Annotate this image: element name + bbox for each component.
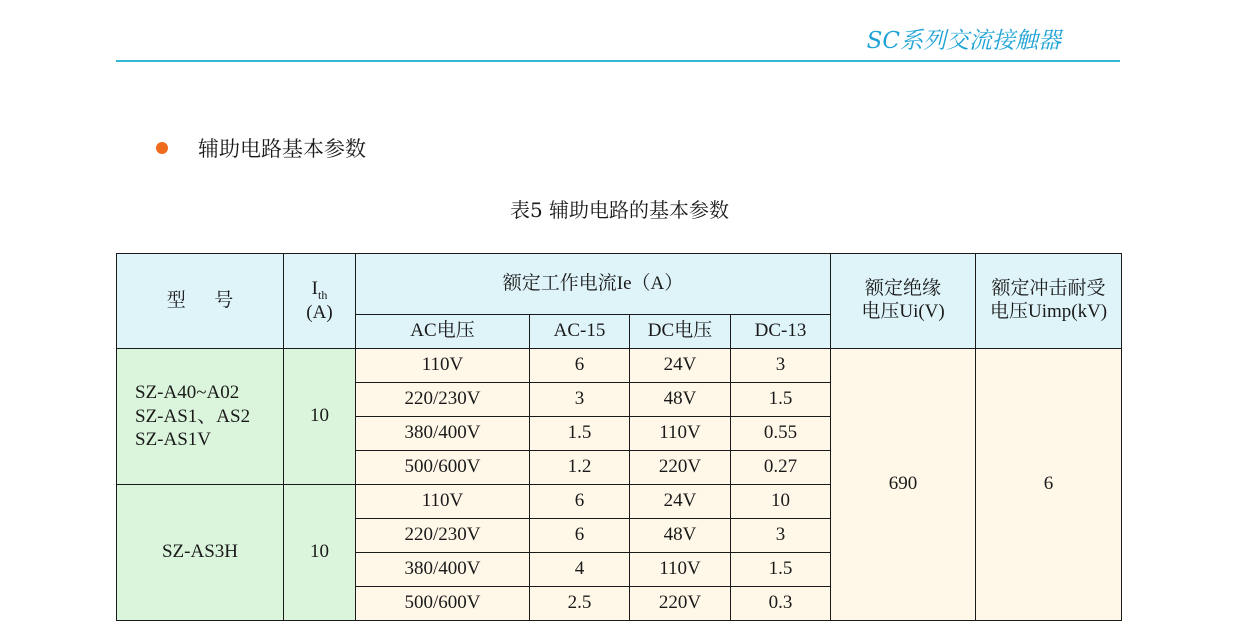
dc-voltage-cell: 48V bbox=[630, 519, 731, 553]
header-uimp bbox=[976, 254, 1122, 349]
dc-voltage-cell: 220V bbox=[630, 451, 731, 485]
model-cell: SZ-AS3H bbox=[117, 485, 284, 621]
ac-voltage-cell: 220/230V bbox=[356, 383, 530, 417]
dc13-cell: 10 bbox=[731, 485, 831, 519]
header-ith-sub: th bbox=[317, 287, 328, 302]
ui-value-cell: 690 bbox=[831, 349, 976, 621]
header-ac15: AC-15 bbox=[530, 315, 630, 349]
header-rated-current: 额定工作电流Ie（A） bbox=[356, 254, 831, 315]
table-row bbox=[117, 349, 1122, 383]
header-title: SC系列交流接触器 bbox=[866, 28, 1061, 54]
dc13-cell: 0.3 bbox=[731, 587, 831, 621]
ac15-cell: 1.2 bbox=[530, 451, 630, 485]
header-ith bbox=[284, 254, 356, 349]
dc13-cell: 0.55 bbox=[731, 417, 831, 451]
header-model-char1: 型 bbox=[166, 289, 186, 311]
ac15-cell: 3 bbox=[530, 383, 630, 417]
header-dc13: DC-13 bbox=[731, 315, 831, 349]
ac15-cell: 1.5 bbox=[530, 417, 630, 451]
dc-voltage-cell: 24V bbox=[630, 349, 731, 383]
header-uimp-line1: 额定冲击耐受 bbox=[991, 278, 1106, 300]
section-title: 辅助电路基本参数 bbox=[198, 137, 366, 161]
dc13-cell: 3 bbox=[731, 519, 831, 553]
model-line: SZ-AS1、AS2 bbox=[135, 405, 251, 427]
ac-voltage-cell: 380/400V bbox=[356, 553, 530, 587]
ith-cell: 10 bbox=[284, 349, 356, 485]
model-line: SZ-AS1V bbox=[135, 429, 212, 451]
model-line: SZ-A40~A02 bbox=[135, 381, 240, 403]
header-ui-line1: 额定绝缘 bbox=[865, 278, 942, 300]
dc-voltage-cell: 24V bbox=[630, 485, 731, 519]
ac-voltage-cell: 500/600V bbox=[356, 587, 530, 621]
uimp-value-cell: 6 bbox=[976, 349, 1122, 621]
header-ac-voltage: AC电压 bbox=[356, 315, 530, 349]
header-ith-main: I bbox=[311, 277, 318, 299]
header-model-char2: 号 bbox=[214, 289, 234, 311]
ac15-cell: 4 bbox=[530, 553, 630, 587]
ac15-cell: 6 bbox=[530, 519, 630, 553]
header-model bbox=[117, 254, 284, 349]
ac-voltage-cell: 110V bbox=[356, 485, 530, 519]
ac15-cell: 6 bbox=[530, 349, 630, 383]
ac15-cell: 6 bbox=[530, 485, 630, 519]
ac-voltage-cell: 500/600V bbox=[356, 451, 530, 485]
header-ui-line2: 电压Ui(V) bbox=[861, 301, 945, 322]
header-ith-unit: (A) bbox=[306, 301, 333, 323]
ac-voltage-cell: 380/400V bbox=[356, 417, 530, 451]
bullet-icon bbox=[156, 142, 168, 154]
dc-voltage-cell: 220V bbox=[630, 587, 731, 621]
dc-voltage-cell: 110V bbox=[630, 553, 731, 587]
ac-voltage-cell: 110V bbox=[356, 349, 530, 383]
header-dc-voltage: DC电压 bbox=[630, 315, 731, 349]
header-uimp-line2: 电压Uimp(kV) bbox=[989, 301, 1108, 322]
ac15-cell: 2.5 bbox=[530, 587, 630, 621]
model-cell bbox=[117, 349, 284, 485]
ith-cell: 10 bbox=[284, 485, 356, 621]
dc13-cell: 1.5 bbox=[731, 383, 831, 417]
dc-voltage-cell: 110V bbox=[630, 417, 731, 451]
header-rule bbox=[116, 60, 1120, 62]
aux-circuit-params-table bbox=[116, 253, 1122, 621]
dc13-cell: 3 bbox=[731, 349, 831, 383]
table-caption: 表5 辅助电路的基本参数 bbox=[509, 198, 730, 222]
ac-voltage-cell: 220/230V bbox=[356, 519, 530, 553]
dc-voltage-cell: 48V bbox=[630, 383, 731, 417]
dc13-cell: 0.27 bbox=[731, 451, 831, 485]
header-ui bbox=[831, 254, 976, 349]
dc13-cell: 1.5 bbox=[731, 553, 831, 587]
